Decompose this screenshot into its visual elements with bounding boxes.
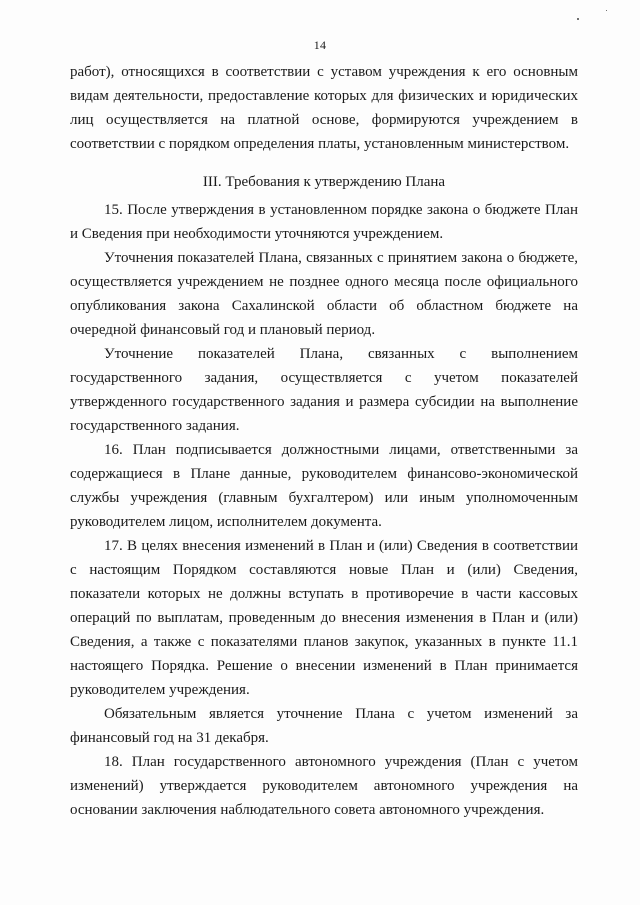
scan-speck <box>577 18 579 20</box>
scan-speck <box>606 10 607 11</box>
paragraph-15: 15. После утверждения в установленном порядке закона о бюджете План и Сведения при необходимости уточняются учреждением. <box>70 202 578 242</box>
paragraph-budget-clarification: Уточнения показателей Плана, связанных с принятием закона о бюджете, осуществляется учреждением не позднее одного месяца после официального опубликования закона Сахалинской области об областном бюджете на очередной финансовый год и плановый период. <box>70 250 578 338</box>
document-body <box>70 60 578 822</box>
page-number: 14 <box>313 38 327 52</box>
paragraph-17: 17. В целях внесения изменений в План и (или) Сведения в соответствии с настоящим Порядком составляются новые План и (или) Сведения, показатели которых не должны вступать в противоречие в части кассовых операций по выплатам, проведенным до внесения изменения в План и (или) Сведения, а также с показателями планов закупок, указанных в пункте 11.1 настоящего Порядка. Решение о внесении изменений в План принимается руководителем учреждения. <box>70 538 578 698</box>
paragraph-mandatory-update: Обязательным является уточнение Плана с учетом изменений за финансовый год на 31 декабря. <box>70 706 578 746</box>
paragraph-18: 18. План государственного автономного учреждения (План с учетом изменений) утверждается руководителем автономного учреждения на основании заключения наблюдательного совета автономного учреждения. <box>70 754 578 818</box>
paragraph-continuation: работ), относящихся в соответствии с уставом учреждения к его основным видам деятельности, предоставление которых для физических и юридических лиц осуществляется на платной основе, формируются учреждением в соответствии с порядком определения платы, установленным министерством. <box>70 64 578 152</box>
paragraph-state-assignment: Уточнение показателей Плана, связанных с выполнением государственного задания, осуществляется с учетом показателей утвержденного государственного задания и размера субсидии на выполнение государственного задания. <box>70 346 578 434</box>
section-heading: III. Требования к утверждению Плана <box>202 174 446 190</box>
paragraph-16: 16. План подписывается должностными лицами, ответственными за содержащиеся в Плане данные, руководителем финансово-экономической службы учреждения (главным бухгалтером) или иным уполномоченным руководителем лицом, исполнителем документа. <box>70 442 578 530</box>
